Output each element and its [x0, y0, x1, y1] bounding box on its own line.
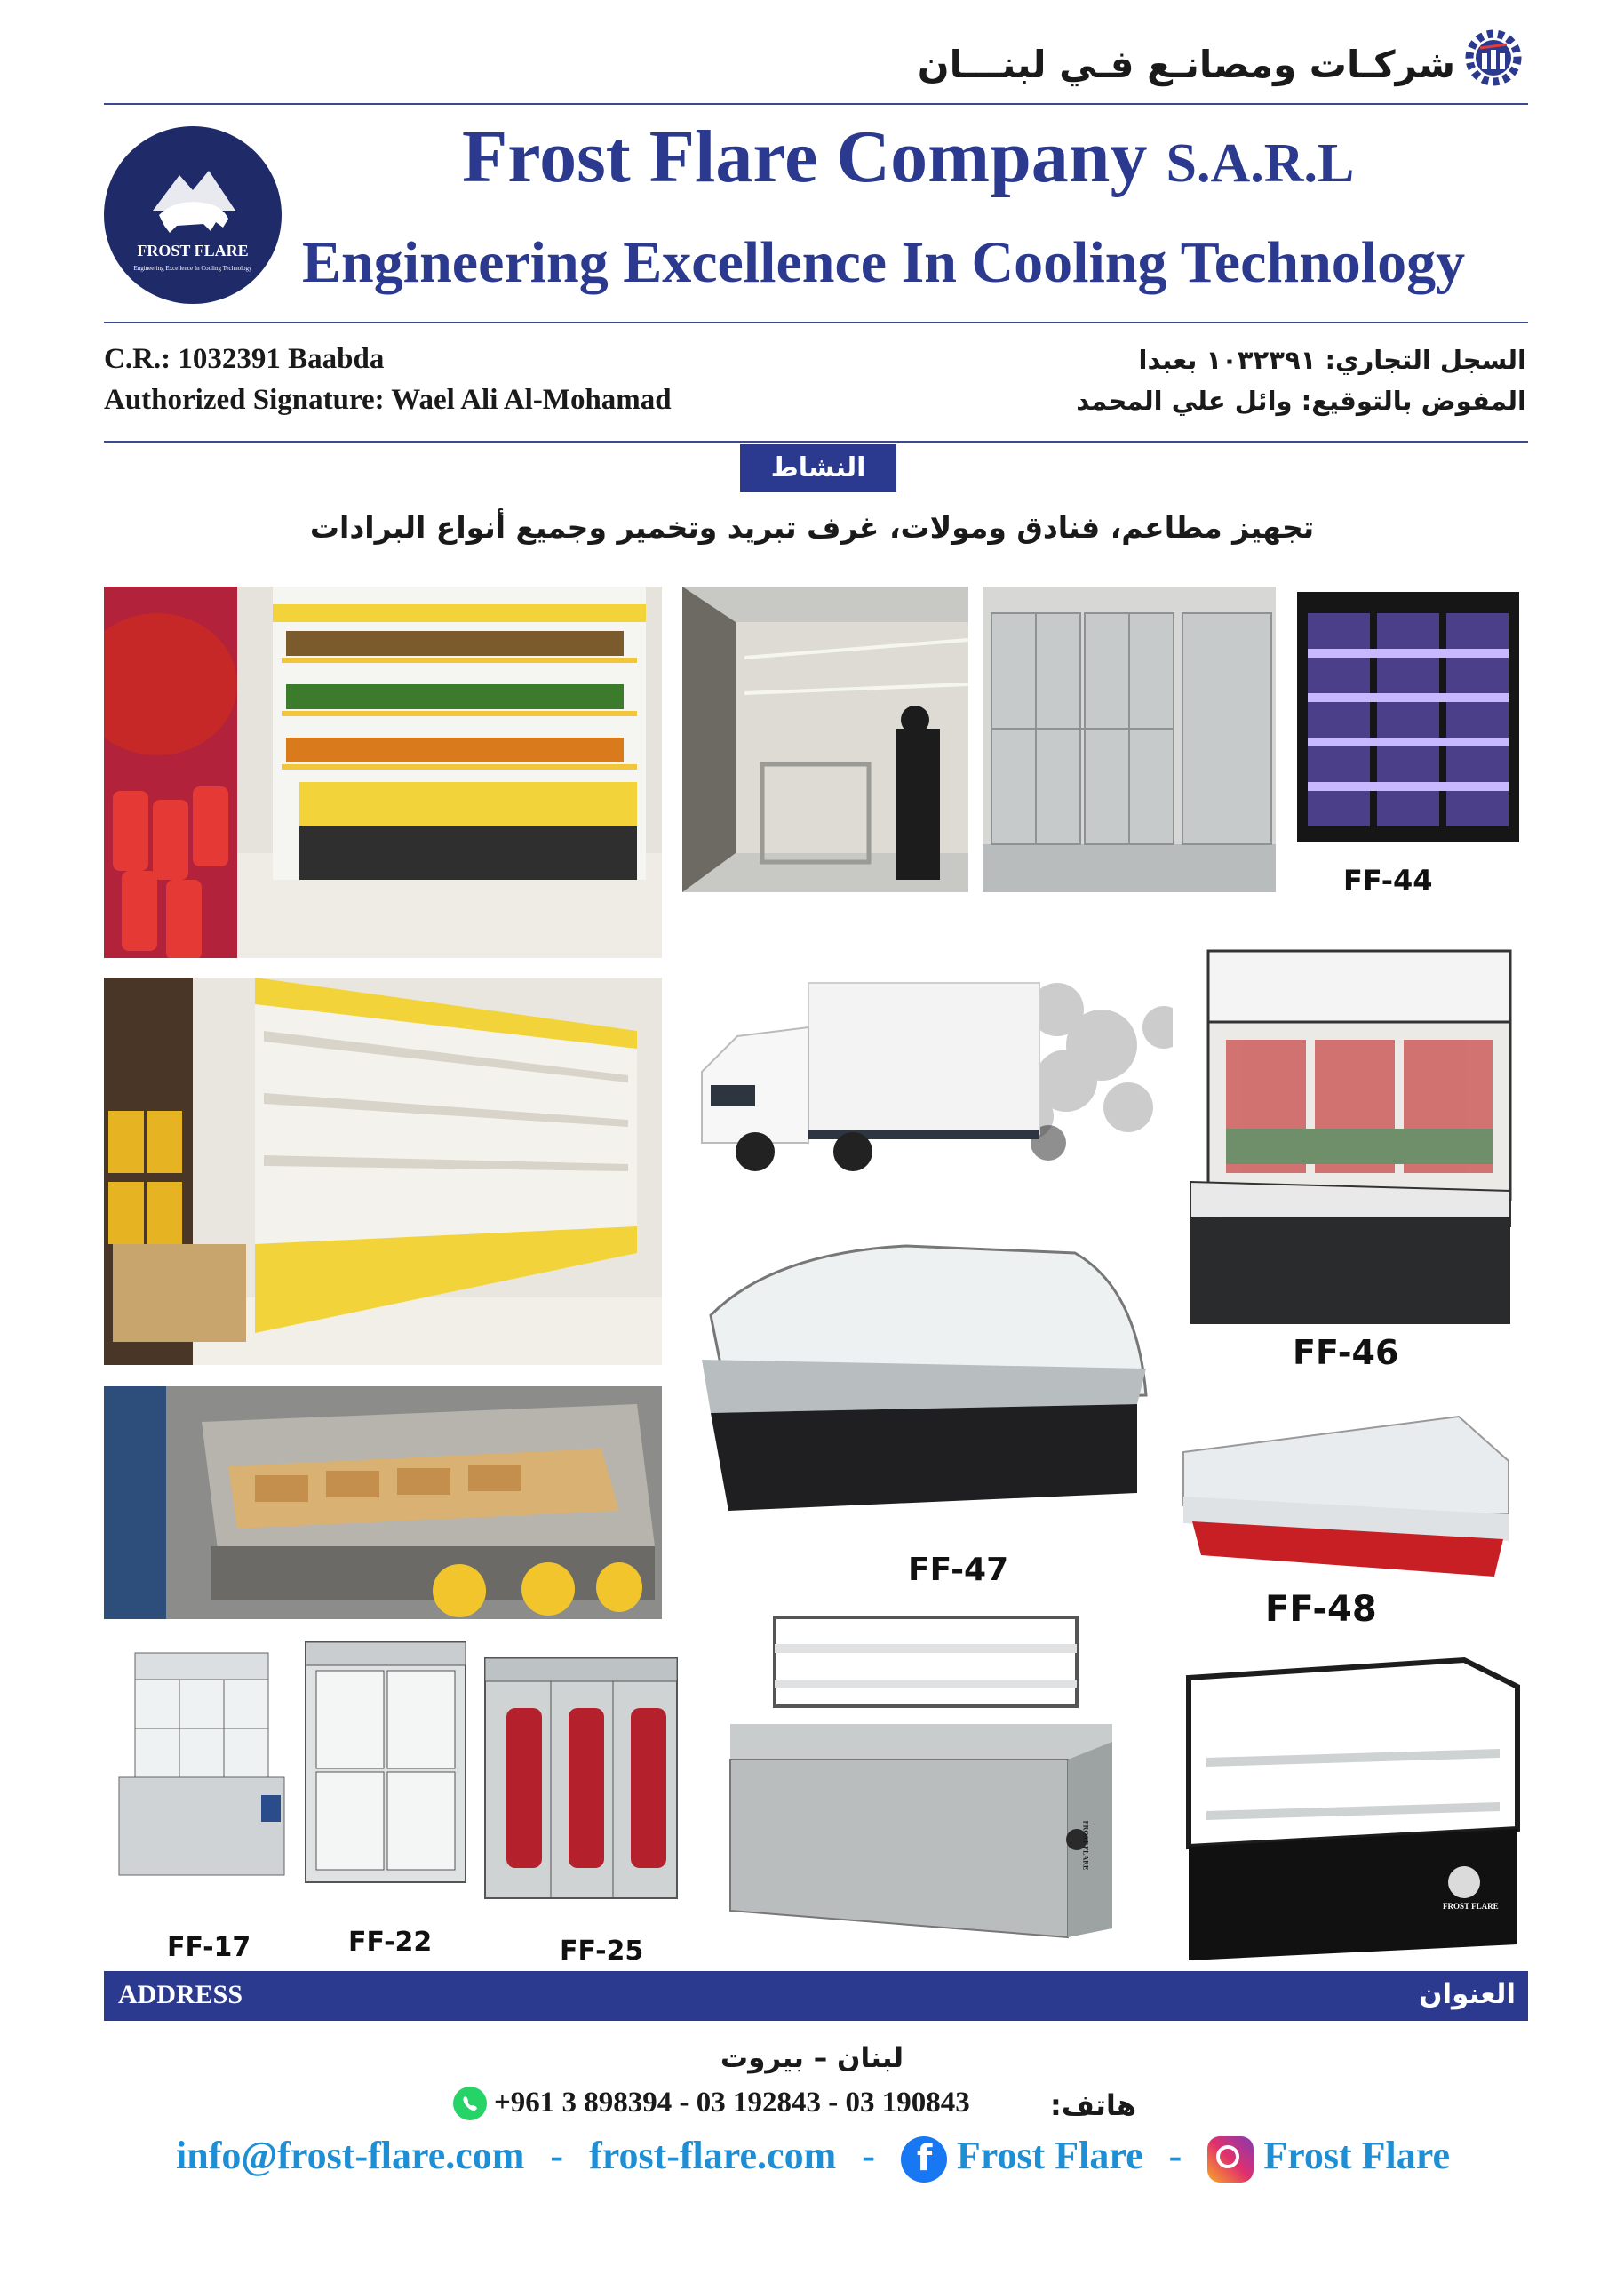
header-rule	[104, 103, 1528, 105]
company-suffix: S.A.R.L	[1166, 133, 1355, 194]
phone-numbers: +961 3 898394 - 03 192843 - 03 190843	[494, 2087, 970, 2119]
authorized-signatory-en: Authorized Signature: Wael Ali Al-Mohamad	[104, 384, 672, 416]
label-ff17: FF-17	[167, 1932, 251, 1963]
company-name	[462, 114, 1354, 200]
contact-line	[176, 2133, 1450, 2183]
separator: -	[862, 2134, 875, 2177]
photo-ff22-upright	[299, 1639, 473, 1891]
label-ff46: FF-46	[1293, 1333, 1399, 1372]
photo-stainless-counter	[721, 1608, 1112, 1950]
photo-ff48-open-display	[1174, 1408, 1509, 1582]
display-brand-text: FROST FLARE	[1443, 1902, 1499, 1911]
counter-brand-text: FROST FLARE	[1081, 1820, 1090, 1871]
phone-label: هاتف:	[1050, 2088, 1137, 2122]
photo-black-glass-display	[1180, 1651, 1528, 1960]
header-bottom-rule	[104, 322, 1528, 323]
address-bar	[104, 1971, 1528, 2021]
authorized-signatory-ar: المفوض بالتوقيع: وائل علي المحمد	[1076, 386, 1526, 416]
company-logo	[104, 126, 282, 304]
activity-badge: النشاط	[740, 444, 896, 492]
photo-refrigerated-truck	[684, 930, 1217, 1214]
photo-ff25-meat-fridge	[480, 1655, 681, 1909]
separator: -	[550, 2134, 564, 2177]
whatsapp-icon	[453, 2087, 487, 2120]
photo-dairy-aisle	[104, 978, 662, 1365]
company-tagline: Engineering Excellence In Cooling Technology	[302, 230, 1466, 295]
registration-rule	[104, 441, 1528, 443]
separator: -	[1168, 2134, 1182, 2177]
activity-description: تجهيز مطاعم، فنادق ومولات، غرف تبريد وتخمير وجميع أنواع البرادات	[309, 510, 1315, 545]
label-ff25: FF-25	[560, 1936, 644, 1967]
label-ff47: FF-47	[908, 1552, 1009, 1588]
location: لبنان – بيروت	[720, 2042, 904, 2074]
photo-hot-food-display	[104, 1386, 662, 1619]
address-label-en: ADDRESS	[118, 1980, 243, 2009]
gear-factory-icon	[1462, 27, 1524, 89]
email-link[interactable]: info@frost-flare.com	[176, 2134, 525, 2177]
photo-ff44-drinks-fridge	[1294, 587, 1523, 848]
photo-ff17-cabinet	[110, 1644, 293, 1902]
photo-ff47-deli-counter	[693, 1235, 1155, 1520]
logo-subtext: Engineering Excellence In Cooling Technology	[133, 265, 252, 272]
photo-ff46-display	[1173, 924, 1528, 1351]
logo-text: FROST FLARE	[137, 242, 249, 259]
website-link[interactable]: frost-flare.com	[589, 2134, 837, 2177]
photo-cold-room	[682, 587, 968, 892]
label-ff48: FF-48	[1265, 1589, 1377, 1630]
label-ff22: FF-22	[348, 1927, 433, 1958]
label-ff44: FF-44	[1343, 864, 1433, 898]
directory-title-arabic: شركـات ومصانـع فـي لبنـــان	[917, 43, 1455, 86]
commercial-register-ar: السجل التجاري: ١٠٣٢٣٩١ بعبدا	[1138, 345, 1526, 375]
facebook-icon[interactable]: f	[901, 2136, 947, 2183]
photo-stainless-fridges	[983, 587, 1276, 892]
facebook-link[interactable]: Frost Flare	[956, 2134, 1143, 2177]
instagram-icon[interactable]	[1207, 2136, 1254, 2183]
company-name-main: Frost Flare Company	[462, 116, 1148, 198]
instagram-link[interactable]: Frost Flare	[1263, 2134, 1451, 2177]
commercial-register-en: C.R.: 1032391 Baabda	[104, 343, 385, 375]
photo-supermarket-fridge	[104, 587, 662, 958]
bear-mountain-icon	[104, 126, 282, 304]
address-label-ar: العنوان	[1419, 1978, 1516, 2010]
